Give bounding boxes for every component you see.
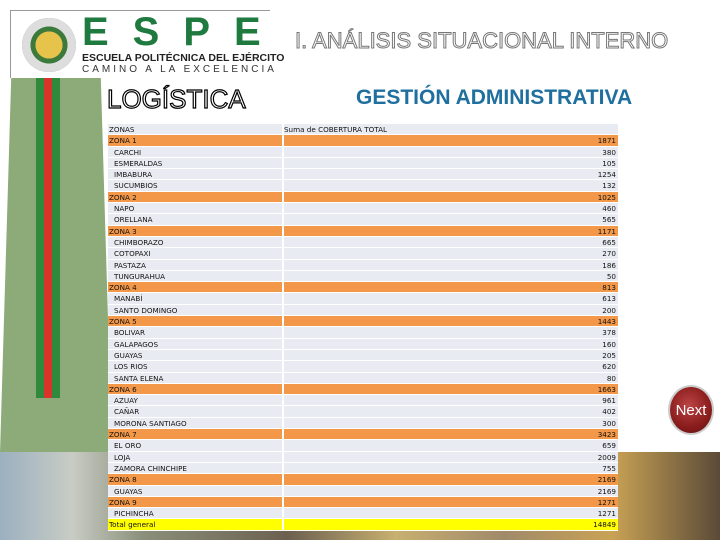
row-label: ORELLANA bbox=[108, 214, 282, 225]
row-label: NAPO bbox=[108, 203, 282, 214]
row-label: TUNGURAHUA bbox=[108, 271, 282, 282]
row-value: 402 bbox=[282, 406, 618, 417]
row-label: IMBABURA bbox=[108, 169, 282, 180]
row-label: GALAPAGOS bbox=[108, 339, 282, 350]
row-value: 105 bbox=[282, 158, 618, 169]
row-label: MORONA SANTIAGO bbox=[108, 418, 282, 429]
pivot-table bbox=[108, 124, 618, 531]
table-row bbox=[108, 203, 618, 214]
row-value: 1254 bbox=[282, 169, 618, 180]
zone-row bbox=[108, 384, 618, 395]
logo-text: ESPE bbox=[82, 10, 285, 54]
table-row bbox=[108, 147, 618, 158]
table-row bbox=[108, 361, 618, 372]
row-label: SANTA ELENA bbox=[108, 373, 282, 384]
zone-row bbox=[108, 316, 618, 327]
row-label: ZONA 5 bbox=[108, 316, 282, 327]
row-value: 813 bbox=[282, 282, 618, 293]
row-label: LOS RIOS bbox=[108, 361, 282, 372]
row-label: ZONA 6 bbox=[108, 384, 282, 395]
row-label: CHIMBORAZO bbox=[108, 237, 282, 248]
table-row bbox=[108, 350, 618, 361]
row-value: 620 bbox=[282, 361, 618, 372]
row-value: 460 bbox=[282, 203, 618, 214]
row-value: 200 bbox=[282, 305, 618, 316]
row-label: ZONA 1 bbox=[108, 135, 282, 146]
table-row bbox=[108, 508, 618, 519]
table-row bbox=[108, 248, 618, 259]
total-row bbox=[108, 519, 618, 530]
zone-row bbox=[108, 497, 618, 508]
row-value: 300 bbox=[282, 418, 618, 429]
table-row bbox=[108, 180, 618, 191]
row-label: SUCUMBIOS bbox=[108, 180, 282, 191]
row-label: MANABÍ bbox=[108, 293, 282, 304]
row-label: ZAMORA CHINCHIPE bbox=[108, 463, 282, 474]
row-value: 1271 bbox=[282, 497, 618, 508]
zone-row bbox=[108, 282, 618, 293]
row-label: SANTO DOMINGO bbox=[108, 305, 282, 316]
row-value: 50 bbox=[282, 271, 618, 282]
row-value: 1271 bbox=[282, 508, 618, 519]
logo-line2: CAMINO A LA EXCELENCIA bbox=[82, 64, 277, 75]
decorative-stripe bbox=[52, 78, 60, 398]
row-value: 3423 bbox=[282, 429, 618, 440]
row-label: COTOPAXI bbox=[108, 248, 282, 259]
slide-title: I. ANÁLISIS SITUACIONAL INTERNO bbox=[295, 28, 669, 53]
row-value: 160 bbox=[282, 339, 618, 350]
table-row bbox=[108, 373, 618, 384]
row-value: 1025 bbox=[282, 192, 618, 203]
row-label: ZONA 9 bbox=[108, 497, 282, 508]
table-row bbox=[108, 486, 618, 497]
decorative-stripe bbox=[44, 78, 52, 398]
header-zonas: ZONAS bbox=[108, 124, 282, 135]
zone-row bbox=[108, 135, 618, 146]
row-value: 1663 bbox=[282, 384, 618, 395]
row-label: GUAYAS bbox=[108, 486, 282, 497]
row-label: CARCHI bbox=[108, 147, 282, 158]
row-label: BOLIVAR bbox=[108, 327, 282, 338]
row-value: 380 bbox=[282, 147, 618, 158]
row-value: 1171 bbox=[282, 226, 618, 237]
row-value: 14849 bbox=[282, 519, 618, 530]
row-label: LOJA bbox=[108, 452, 282, 463]
row-label: EL ORO bbox=[108, 440, 282, 451]
decorative-stripe bbox=[36, 78, 44, 398]
row-value: 2169 bbox=[282, 474, 618, 485]
table-row bbox=[108, 406, 618, 417]
zone-row bbox=[108, 226, 618, 237]
next-button[interactable]: Next bbox=[668, 385, 714, 435]
row-value: 1443 bbox=[282, 316, 618, 327]
row-value: 755 bbox=[282, 463, 618, 474]
table-row bbox=[108, 169, 618, 180]
row-value: 565 bbox=[282, 214, 618, 225]
table-row bbox=[108, 305, 618, 316]
row-value: 270 bbox=[282, 248, 618, 259]
row-value: 961 bbox=[282, 395, 618, 406]
row-label: ZONA 4 bbox=[108, 282, 282, 293]
table-row bbox=[108, 440, 618, 451]
row-label: PICHINCHA bbox=[108, 508, 282, 519]
university-seal-icon bbox=[22, 18, 76, 72]
row-label: ZONA 8 bbox=[108, 474, 282, 485]
row-value: 205 bbox=[282, 350, 618, 361]
row-value: 613 bbox=[282, 293, 618, 304]
table-row bbox=[108, 158, 618, 169]
table-header bbox=[108, 124, 618, 135]
row-label: ZONA 3 bbox=[108, 226, 282, 237]
row-value: 378 bbox=[282, 327, 618, 338]
table-row bbox=[108, 237, 618, 248]
row-label: ESMERALDAS bbox=[108, 158, 282, 169]
row-label: GUAYAS bbox=[108, 350, 282, 361]
zone-row bbox=[108, 474, 618, 485]
row-label: AZUAY bbox=[108, 395, 282, 406]
table-row bbox=[108, 293, 618, 304]
row-label: ZONA 2 bbox=[108, 192, 282, 203]
table-row bbox=[108, 339, 618, 350]
row-value: 659 bbox=[282, 440, 618, 451]
row-value: 2169 bbox=[282, 486, 618, 497]
table-row bbox=[108, 260, 618, 271]
table-row bbox=[108, 271, 618, 282]
row-label: PASTAZA bbox=[108, 260, 282, 271]
section-title: LOGÍSTICA bbox=[107, 84, 246, 114]
row-label: Total general bbox=[108, 519, 282, 530]
zone-row bbox=[108, 429, 618, 440]
table-row bbox=[108, 452, 618, 463]
row-value: 186 bbox=[282, 260, 618, 271]
table-row bbox=[108, 395, 618, 406]
row-value: 2009 bbox=[282, 452, 618, 463]
table-row bbox=[108, 214, 618, 225]
logo-line1: ESCUELA POLITÉCNICA DEL EJÉRCITO bbox=[82, 52, 285, 64]
header-cobertura: Suma de COBERTURA TOTAL bbox=[282, 124, 618, 135]
row-label: CAÑAR bbox=[108, 406, 282, 417]
table-row bbox=[108, 418, 618, 429]
row-value: 665 bbox=[282, 237, 618, 248]
row-value: 1871 bbox=[282, 135, 618, 146]
row-value: 80 bbox=[282, 373, 618, 384]
row-value: 132 bbox=[282, 180, 618, 191]
zone-row bbox=[108, 192, 618, 203]
table-row bbox=[108, 327, 618, 338]
row-label: ZONA 7 bbox=[108, 429, 282, 440]
table-row bbox=[108, 463, 618, 474]
subtitle: GESTIÓN ADMINISTRATIVA bbox=[356, 86, 633, 109]
